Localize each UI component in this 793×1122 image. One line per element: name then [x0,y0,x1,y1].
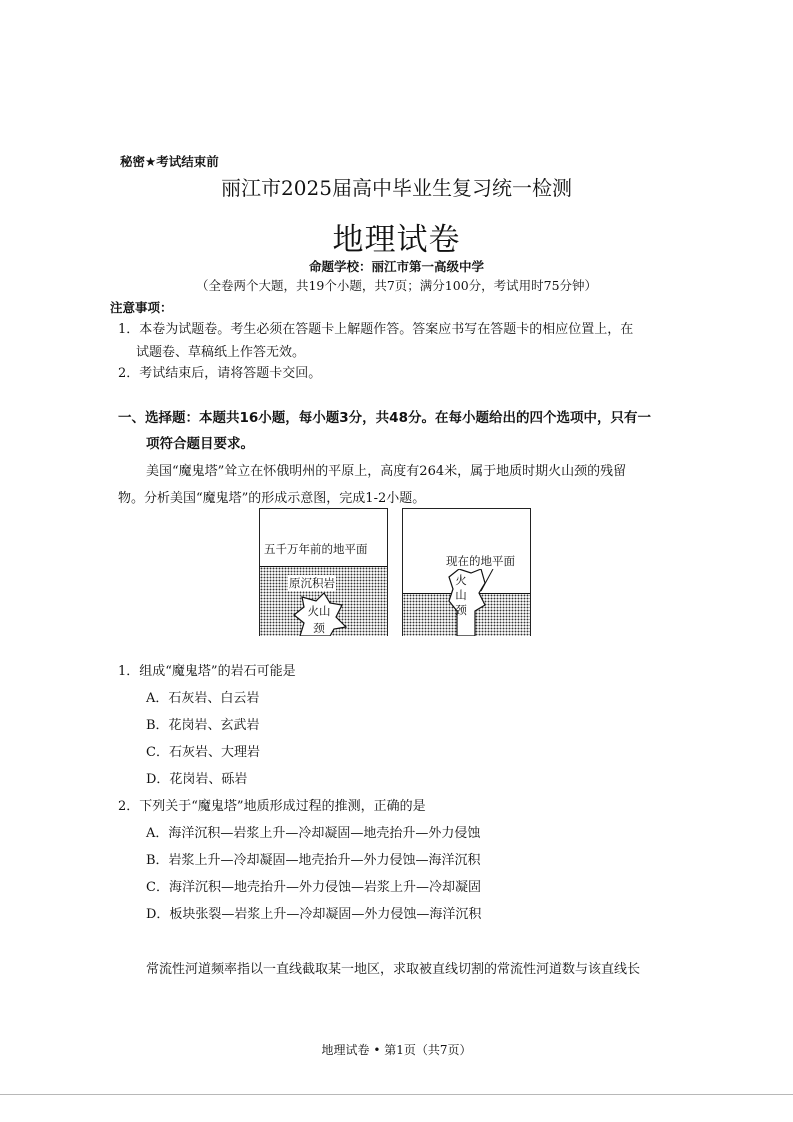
question-2-option-c: C．海洋沉积—地壳抬升—外力侵蚀—岩浆上升—冷却凝固 [146,880,481,895]
question-2-option-a: A．海洋沉积—岩浆上升—冷却凝固—地壳抬升—外力侵蚀 [146,826,481,841]
question-1-option-d: D．花岗岩、砾岩 [146,772,248,787]
notice-item-2: 2．考试结束后，请将答题卡交回。 [118,366,322,381]
question-1-option-b: B．花岗岩、玄武岩 [146,718,260,733]
past-surface-label: 五千万年前的地平面 [264,542,368,556]
section-1-heading-line-2: 项符合题目要求。 [146,436,254,452]
question-2-option-b: B．岩浆上升—冷却凝固—地壳抬升—外力侵蚀—海洋沉积 [146,853,481,868]
question-1-option-a: A．石灰岩、白云岩 [146,691,260,706]
notice-title: 注意事项： [110,300,173,315]
page-footer: 地理试卷 • 第1页（共7页） [321,1043,472,1057]
passage-2-line-1: 常流性河道频率指以一直线截取某一地区，求取被直线切割的常流性河道数与该直线长 [146,962,641,977]
volcanic-neck-label-left: 火山颈 [307,604,331,635]
present-surface-label: 现在的地平面 [446,554,515,568]
author-school: 命题学校：丽江市第一高级中学 [308,259,484,274]
question-1-option-c: C．石灰岩、大理岩 [146,745,260,760]
volcanic-neck-label-right: 火山颈 [455,573,467,617]
sediment-layer-label: 原沉积岩 [289,576,335,590]
page-title: 地理试卷 [332,222,461,258]
notice-item-1-line-1: 1．本卷为试题卷。考生必须在答题卡上解题作答。答案应书写在答题卡的相应位置上，在 [118,322,634,337]
section-1-heading-line-1: 一、选择题：本题共16小题，每小题3分，共48分。在每小题给出的四个选项中，只有一 [118,410,651,426]
passage-1-line-1: 美国“魔鬼塔”耸立在怀俄明州的平原上，高度有264米，属于地质时期火山颈的残留 [146,464,627,479]
confidential-mark: 秘密★考试结束前 [120,154,219,169]
question-2-option-d: D．板块张裂—岩浆上升—冷却凝固—外力侵蚀—海洋沉积 [146,907,482,922]
question-1-stem: 1．组成“魔鬼塔”的岩石可能是 [118,664,296,679]
past-ground-line [260,566,387,567]
exam-scope: （全卷两个大题，共19个小题，共7页；满分100分，考试用时75分钟） [195,278,598,293]
surface-pointer-line [477,567,497,593]
question-2-stem: 2．下列关于“魔鬼塔”地质形成过程的推测，正确的是 [118,799,426,814]
bottom-rule [0,1094,793,1095]
notice-item-1-line-2: 试题卷、草稿纸上作答无效。 [136,345,306,360]
figure-panel-present [402,508,531,636]
passage-1-line-2: 物。分析美国“魔鬼塔”的形成示意图，完成1-2小题。 [118,491,426,506]
exam-subtitle: 丽江市2025届高中毕业生复习统一检测 [221,176,572,200]
figure-panel-past [259,508,388,636]
